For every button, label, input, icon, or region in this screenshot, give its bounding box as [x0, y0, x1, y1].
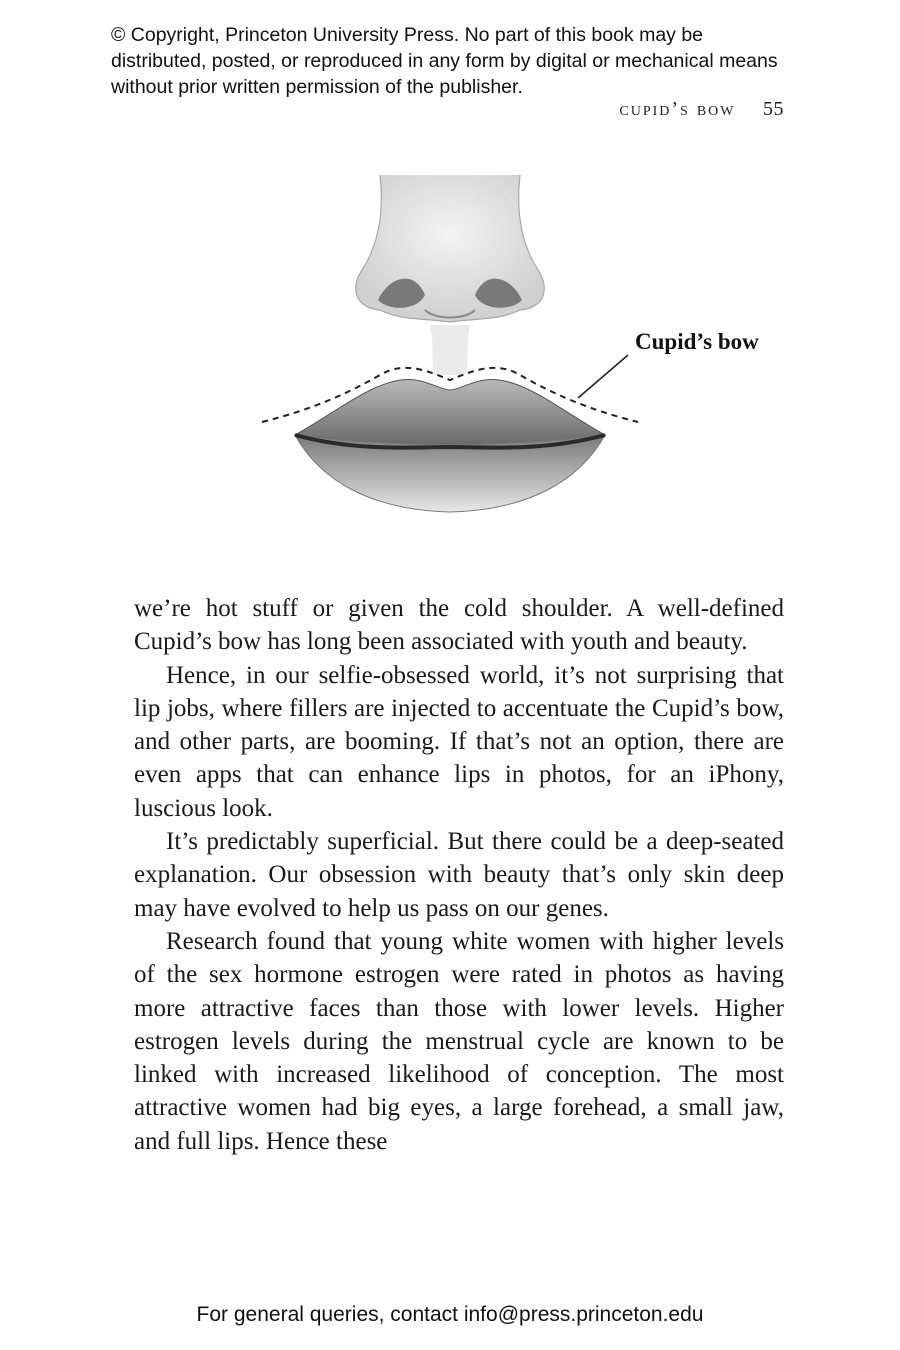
figure-label: Cupid’s bow [635, 329, 759, 354]
footer-contact: For general queries, contact info@press.princeton.edu [196, 1303, 704, 1326]
page-number: 55 [763, 98, 784, 120]
paragraph: we’re hot stuff or given the cold shoulder. A well-defined Cupid’s bow has long been associated with youth and beauty. [134, 595, 784, 656]
running-head [619, 98, 784, 121]
paragraph: It’s predictably superficial. But there could be a deep-seated explanation. Our obsession with beauty that’s only skin deep may have evolved to help us pass on our genes. [134, 828, 784, 922]
paragraph: Hence, in our selfie-obsessed world, it’s not surprising that lip jobs, where fillers are injected to accentuate the Cupid’s bow, and other parts, are booming. If that’s not an option, there are even apps that can enhance lips in photos, for an iPhony, luscious look. [134, 661, 784, 822]
lips [295, 380, 605, 512]
nose [356, 175, 544, 322]
philtrum [430, 325, 470, 375]
body-text [134, 592, 784, 1158]
copyright-notice: © Copyright, Princeton University Press. No part of this book may be distributed, posted, or reproduced in any form by digital or mechanical means without prior written permission of the publisher. [111, 24, 778, 98]
paragraph: Research found that young white women with higher levels of the sex hormone estrogen were rated in photos as having more attractive faces than those with lower levels. Higher estrogen levels during the menstrual cycle are known to be linked with increased likelihood of conception. The most attractive women had big eyes, a large forehead, a small jaw, and full lips. Hence these [134, 927, 784, 1155]
lips-illustration [250, 160, 650, 560]
running-head-title: cupid’s bow [619, 98, 736, 120]
label-leader-line [578, 355, 628, 398]
lips-drawing [250, 160, 650, 560]
